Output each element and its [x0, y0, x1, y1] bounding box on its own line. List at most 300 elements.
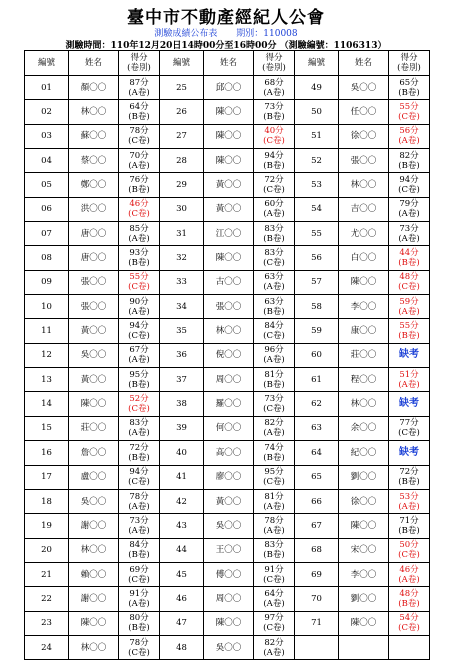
- cell-id: 60: [295, 343, 339, 367]
- header-name: 姓名: [204, 51, 254, 76]
- paper-type: (A卷): [263, 87, 285, 98]
- cell-score: [254, 197, 295, 221]
- cell-score: [119, 76, 160, 100]
- paper-type: (B卷): [398, 87, 420, 98]
- paper-type: (A卷): [398, 379, 420, 390]
- score-value: 44分: [399, 248, 419, 259]
- score-value: 71分: [399, 515, 419, 526]
- cell-name: 江〇〇: [204, 222, 254, 246]
- cell-id: 52: [295, 149, 339, 173]
- score-value: 72分: [129, 442, 149, 453]
- cell-name: 宋〇〇: [339, 538, 389, 562]
- header-score: 得分 (卷別): [119, 51, 160, 76]
- paper-type: (A卷): [128, 306, 150, 317]
- cell-name: 陳〇〇: [339, 514, 389, 538]
- cell-name: 周〇〇: [204, 368, 254, 392]
- cell-id: 07: [25, 222, 69, 246]
- score-value: 72分: [264, 175, 284, 186]
- score-value: 63分: [264, 296, 284, 307]
- cell-name: 高〇〇: [204, 441, 254, 465]
- cell-id: 68: [295, 538, 339, 562]
- cell-name: 陳〇〇: [339, 270, 389, 294]
- table-row: [25, 611, 430, 635]
- paper-type: (B卷): [398, 598, 420, 609]
- cell-name: 黃〇〇: [204, 173, 254, 197]
- paper-type: (B卷): [398, 160, 420, 171]
- cell-id: 19: [25, 514, 69, 538]
- cell-name: 陳〇〇: [69, 392, 119, 416]
- cell-id: 35: [160, 319, 204, 343]
- cell-id: 34: [160, 295, 204, 319]
- cell-name: 羅〇〇: [204, 392, 254, 416]
- cell-id: 16: [25, 441, 69, 465]
- table-row: [25, 319, 430, 343]
- cell-name: 陳〇〇: [339, 611, 389, 635]
- cell-name: 吳〇〇: [69, 343, 119, 367]
- cell-score: [389, 319, 430, 343]
- score-value: 94分: [129, 321, 149, 332]
- score-value: 50分: [399, 540, 419, 551]
- cell-score: [119, 295, 160, 319]
- cell-score: [254, 611, 295, 635]
- score-value: 97分: [264, 613, 284, 624]
- cell-id: 36: [160, 343, 204, 367]
- cell-score: [119, 514, 160, 538]
- cell-id: 02: [25, 100, 69, 124]
- cell-score: [389, 149, 430, 173]
- score-value: 83分: [264, 223, 284, 234]
- cell-score: [389, 611, 430, 635]
- cell-name: 陳〇〇: [204, 124, 254, 148]
- score-value: 67分: [129, 345, 149, 356]
- paper-type: (C卷): [128, 574, 150, 585]
- paper-type: (A卷): [263, 355, 285, 366]
- cell-score: [389, 514, 430, 538]
- cell-score: [389, 587, 430, 611]
- paper-type: (C卷): [263, 477, 285, 488]
- score-value: 78分: [129, 491, 149, 502]
- cell-name: 洪〇〇: [69, 197, 119, 221]
- paper-type: (B卷): [128, 379, 150, 390]
- paper-type: (C卷): [263, 331, 285, 342]
- cell-score: [254, 514, 295, 538]
- cell-name: 余〇〇: [339, 416, 389, 440]
- paper-type: (C卷): [128, 136, 150, 147]
- cell-score: [119, 562, 160, 586]
- paper-type: (A卷): [263, 647, 285, 658]
- cell-name: 張〇〇: [339, 149, 389, 173]
- cell-id: 53: [295, 173, 339, 197]
- cell-id: 33: [160, 270, 204, 294]
- paper-type: (A卷): [128, 428, 150, 439]
- cell-id: 17: [25, 465, 69, 489]
- cell-name: 林〇〇: [69, 538, 119, 562]
- cell-score: [389, 246, 430, 270]
- cell-name: 傅〇〇: [204, 562, 254, 586]
- table-header-row: [25, 51, 430, 76]
- score-value: 48分: [399, 272, 419, 283]
- paper-type: (B卷): [128, 623, 150, 634]
- header-score: 得分 (卷別): [389, 51, 430, 76]
- score-value: 82分: [264, 418, 284, 429]
- table-row: [25, 635, 430, 659]
- cell-score: [254, 100, 295, 124]
- cell-name: 劉〇〇: [339, 587, 389, 611]
- cell-id: 41: [160, 465, 204, 489]
- cell-id: 49: [295, 76, 339, 100]
- score-value: 72分: [399, 467, 419, 478]
- header-name: 姓名: [69, 51, 119, 76]
- table-row: [25, 343, 430, 367]
- cell-score: [119, 368, 160, 392]
- cell-id: 14: [25, 392, 69, 416]
- score-value: 87分: [129, 77, 149, 88]
- cell-name: 紀〇〇: [339, 441, 389, 465]
- cell-score: [119, 465, 160, 489]
- score-value: 81分: [264, 491, 284, 502]
- score-value: 83分: [129, 418, 149, 429]
- cell-id: 48: [160, 635, 204, 659]
- score-value: 73分: [264, 102, 284, 113]
- cell-score: [254, 222, 295, 246]
- paper-type: (A卷): [398, 306, 420, 317]
- cell-name: 吉〇〇: [339, 197, 389, 221]
- cell-score: [389, 173, 430, 197]
- table-row: [25, 270, 430, 294]
- cell-score: [119, 343, 160, 367]
- score-value: 81分: [264, 369, 284, 380]
- score-value: 54分: [399, 613, 419, 624]
- cell-score: [254, 319, 295, 343]
- paper-type: (B卷): [263, 306, 285, 317]
- cell-score: [389, 538, 430, 562]
- paper-type: (B卷): [128, 452, 150, 463]
- cell-name: 程〇〇: [339, 368, 389, 392]
- cell-id: 10: [25, 295, 69, 319]
- score-value: 63分: [264, 272, 284, 283]
- score-value: 94分: [399, 175, 419, 186]
- cell-id: 69: [295, 562, 339, 586]
- cell-name: 黃〇〇: [204, 197, 254, 221]
- score-value: 82分: [399, 150, 419, 161]
- cell-score: [119, 246, 160, 270]
- score-value: 48分: [399, 588, 419, 599]
- score-value: 78分: [264, 515, 284, 526]
- cell-id: 12: [25, 343, 69, 367]
- paper-type: (C卷): [398, 185, 420, 196]
- cell-id: 57: [295, 270, 339, 294]
- table-row: [25, 295, 430, 319]
- cell-score: [254, 295, 295, 319]
- paper-type: (B卷): [128, 258, 150, 269]
- cell-score: [119, 611, 160, 635]
- score-value: 69分: [129, 564, 149, 575]
- table-row: [25, 514, 430, 538]
- cell-name: 陳〇〇: [204, 246, 254, 270]
- cell-id: 71: [295, 611, 339, 635]
- cell-name: [339, 635, 389, 659]
- cell-score: [389, 489, 430, 513]
- header-id: 編號: [295, 51, 339, 76]
- cell-name: 吳〇〇: [204, 635, 254, 659]
- cell-name: 王〇〇: [204, 538, 254, 562]
- paper-type: (B卷): [263, 233, 285, 244]
- score-value: 83分: [264, 248, 284, 259]
- cell-score: [119, 587, 160, 611]
- cell-id: 66: [295, 489, 339, 513]
- paper-type: (B卷): [398, 525, 420, 536]
- cell-id: 51: [295, 124, 339, 148]
- cell-name: 吳〇〇: [204, 514, 254, 538]
- table-row: [25, 441, 430, 465]
- paper-type: (C卷): [398, 428, 420, 439]
- cell-score: [119, 173, 160, 197]
- cell-name: 莊〇〇: [339, 343, 389, 367]
- cell-score: [254, 635, 295, 659]
- cell-name: 康〇〇: [339, 319, 389, 343]
- score-table: [24, 50, 430, 660]
- header-id: 編號: [160, 51, 204, 76]
- score-value: 51分: [399, 369, 419, 380]
- score-value: 68分: [264, 77, 284, 88]
- cell-id: 44: [160, 538, 204, 562]
- table-row: [25, 465, 430, 489]
- cell-id: 64: [295, 441, 339, 465]
- table-row: [25, 197, 430, 221]
- paper-type: (A卷): [263, 282, 285, 293]
- cell-name: 林〇〇: [69, 635, 119, 659]
- cell-name: 蔡〇〇: [69, 149, 119, 173]
- paper-type: (A卷): [128, 233, 150, 244]
- cell-name: 徐〇〇: [339, 124, 389, 148]
- paper-type: (A卷): [398, 574, 420, 585]
- table-row: [25, 587, 430, 611]
- paper-type: (C卷): [263, 185, 285, 196]
- cell-score: [119, 538, 160, 562]
- cell-name: 吳〇〇: [339, 76, 389, 100]
- score-value: 64分: [129, 102, 149, 113]
- cell-id: 08: [25, 246, 69, 270]
- cell-id: 40: [160, 441, 204, 465]
- score-value: 65分: [399, 77, 419, 88]
- cell-score: [254, 270, 295, 294]
- cell-id: 67: [295, 514, 339, 538]
- cell-id: 32: [160, 246, 204, 270]
- cell-name: 黃〇〇: [69, 319, 119, 343]
- paper-type: (A卷): [263, 598, 285, 609]
- cell-score: [119, 197, 160, 221]
- cell-score: [389, 343, 430, 367]
- paper-type: (B卷): [263, 112, 285, 123]
- cell-score: [389, 197, 430, 221]
- cell-id: 23: [25, 611, 69, 635]
- cell-score: [254, 392, 295, 416]
- cell-id: 29: [160, 173, 204, 197]
- score-value: 94分: [129, 467, 149, 478]
- cell-name: 林〇〇: [69, 100, 119, 124]
- score-value: 40分: [264, 126, 284, 137]
- table-row: [25, 368, 430, 392]
- paper-type: (C卷): [398, 282, 420, 293]
- score-value: 84分: [264, 321, 284, 332]
- cell-id: 47: [160, 611, 204, 635]
- table-row: [25, 222, 430, 246]
- cell-score: [254, 76, 295, 100]
- paper-type: (B卷): [263, 379, 285, 390]
- paper-type: (A卷): [128, 355, 150, 366]
- table-row: [25, 173, 430, 197]
- cell-name: 詹〇〇: [69, 441, 119, 465]
- cell-score: [389, 295, 430, 319]
- score-value: 70分: [129, 150, 149, 161]
- cell-score: [254, 587, 295, 611]
- score-value: 46分: [399, 564, 419, 575]
- cell-name: 莊〇〇: [69, 416, 119, 440]
- cell-id: 50: [295, 100, 339, 124]
- cell-score: [254, 343, 295, 367]
- cell-score: [119, 100, 160, 124]
- paper-type: (B卷): [263, 452, 285, 463]
- cell-id: 37: [160, 368, 204, 392]
- paper-type: (C卷): [263, 136, 285, 147]
- paper-type: (A卷): [128, 598, 150, 609]
- page-title: 臺中市不動產經紀人公會: [127, 8, 325, 28]
- cell-name: 陳〇〇: [204, 611, 254, 635]
- cell-score: [389, 124, 430, 148]
- cell-score: [119, 635, 160, 659]
- paper-type: (C卷): [263, 258, 285, 269]
- score-value: 55分: [399, 321, 419, 332]
- paper-type: (A卷): [263, 209, 285, 220]
- score-value: 83分: [264, 540, 284, 551]
- cell-score: [119, 489, 160, 513]
- cell-score: [389, 392, 430, 416]
- paper-type: (B卷): [128, 185, 150, 196]
- cell-id: [295, 635, 339, 659]
- cell-name: 劉〇〇: [339, 465, 389, 489]
- score-value: 74分: [264, 442, 284, 453]
- score-value: 60分: [264, 199, 284, 210]
- paper-type: (A卷): [128, 160, 150, 171]
- cell-id: 04: [25, 149, 69, 173]
- paper-type: (C卷): [263, 623, 285, 634]
- table-body: [25, 76, 430, 660]
- cell-score: [389, 270, 430, 294]
- score-value: 94分: [264, 150, 284, 161]
- paper-type: (B卷): [128, 112, 150, 123]
- score-value: 59分: [399, 296, 419, 307]
- cell-name: 陳〇〇: [204, 100, 254, 124]
- paper-type: (C卷): [398, 550, 420, 561]
- paper-type: (C卷): [398, 623, 420, 634]
- cell-score: [254, 416, 295, 440]
- cell-score: [254, 562, 295, 586]
- cell-score: [389, 465, 430, 489]
- cell-id: 28: [160, 149, 204, 173]
- cell-score: [254, 441, 295, 465]
- cell-name: 謝〇〇: [69, 514, 119, 538]
- paper-type: (A卷): [398, 501, 420, 512]
- score-value: 73分: [264, 394, 284, 405]
- cell-id: 27: [160, 124, 204, 148]
- paper-type: (C卷): [263, 574, 285, 585]
- cell-name: 周〇〇: [204, 587, 254, 611]
- cell-id: 59: [295, 319, 339, 343]
- cell-score: [389, 76, 430, 100]
- cell-name: 唐〇〇: [69, 222, 119, 246]
- cell-id: 06: [25, 197, 69, 221]
- cell-name: 徐〇〇: [339, 489, 389, 513]
- absent-label: 缺考: [399, 398, 419, 410]
- paper-type: (C卷): [128, 331, 150, 342]
- cell-name: 陳〇〇: [204, 149, 254, 173]
- cell-score: [254, 173, 295, 197]
- cell-name: 鄭〇〇: [69, 173, 119, 197]
- cell-id: 13: [25, 368, 69, 392]
- cell-id: 20: [25, 538, 69, 562]
- cell-score: [389, 416, 430, 440]
- exam-time-line: 測驗時間：110年12月20日14時00分至16時00分 （測驗編號：1106313）: [65, 41, 387, 51]
- cell-score: [119, 441, 160, 465]
- cell-name: 李〇〇: [339, 562, 389, 586]
- cell-id: 21: [25, 562, 69, 586]
- cell-id: 01: [25, 76, 69, 100]
- cell-name: 謝〇〇: [69, 587, 119, 611]
- cell-name: 黃〇〇: [204, 489, 254, 513]
- score-value: 55分: [399, 102, 419, 113]
- header-score: 得分 (卷別): [254, 51, 295, 76]
- score-value: 52分: [129, 394, 149, 405]
- cell-id: 03: [25, 124, 69, 148]
- paper-type: (C卷): [128, 647, 150, 658]
- cell-score: [254, 246, 295, 270]
- cell-id: 45: [160, 562, 204, 586]
- cell-id: 46: [160, 587, 204, 611]
- paper-type: (A卷): [128, 87, 150, 98]
- cell-id: 63: [295, 416, 339, 440]
- cell-id: 15: [25, 416, 69, 440]
- paper-type: (C卷): [128, 282, 150, 293]
- cell-id: 56: [295, 246, 339, 270]
- absent-label: 缺考: [399, 349, 419, 361]
- score-value: 73分: [399, 223, 419, 234]
- table-row: [25, 416, 430, 440]
- cell-id: 65: [295, 465, 339, 489]
- cell-id: 61: [295, 368, 339, 392]
- score-value: 73分: [129, 515, 149, 526]
- paper-type: (B卷): [398, 258, 420, 269]
- cell-id: 25: [160, 76, 204, 100]
- cell-name: 任〇〇: [339, 100, 389, 124]
- table-row: [25, 246, 430, 270]
- cell-name: 張〇〇: [69, 270, 119, 294]
- cell-name: 白〇〇: [339, 246, 389, 270]
- cell-id: 31: [160, 222, 204, 246]
- score-value: 91分: [129, 588, 149, 599]
- cell-score: [119, 270, 160, 294]
- score-value: 64分: [264, 588, 284, 599]
- cell-score: [254, 465, 295, 489]
- cell-score: [389, 222, 430, 246]
- cell-id: 26: [160, 100, 204, 124]
- table-row: [25, 489, 430, 513]
- cell-id: 39: [160, 416, 204, 440]
- table-row: [25, 149, 430, 173]
- paper-type: (A卷): [263, 428, 285, 439]
- paper-type: (A卷): [263, 525, 285, 536]
- cell-name: 古〇〇: [204, 270, 254, 294]
- cell-name: 張〇〇: [69, 295, 119, 319]
